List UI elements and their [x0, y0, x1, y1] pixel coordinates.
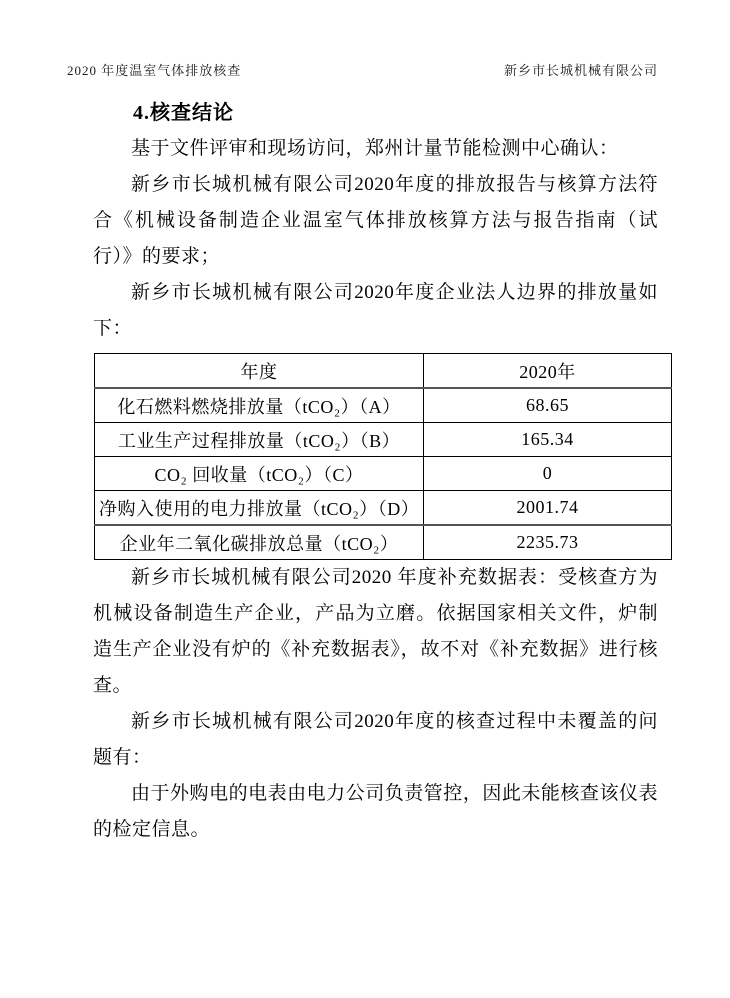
page-header — [67, 60, 658, 79]
row-label-cell: 企业年二氧化碳排放总量（tCO₂） — [95, 525, 424, 560]
paragraph-supplementary-data: 新乡市长城机械有限公司2020 年度补充数据表：受核查方为机械设备制造生产企业，产品为立磨。依据国家相关文件，炉制造生产企业没有炉的《补充数据表》，故不对《补充数据》进行核查。 — [93, 567, 658, 696]
section-heading: 4.核查结论 — [133, 102, 234, 124]
row-value-cell: 2235.73 — [424, 525, 672, 560]
header-left-title: 2020 年度温室气体排放核查 — [67, 63, 242, 78]
table-row-fossil-fuel — [95, 388, 672, 423]
row-label-cell: 净购入使用的电力排放量（tCO₂）（D） — [95, 491, 424, 526]
paragraph-meter-verification: 由于外购电的电表由电力公司负责管控，因此未能核查该仪表的检定信息。 — [93, 783, 658, 840]
paragraph-boundary-emissions-intro: 新乡市长城机械有限公司2020年度企业法人边界的排放量如下： — [93, 282, 658, 339]
emissions-table — [94, 353, 672, 560]
row-value-cell: 2001.74 — [424, 491, 672, 526]
row-label-cell: CO₂ 回收量（tCO₂）（C） — [95, 457, 424, 491]
row-label-cell: 工业生产过程排放量（tCO₂）（B） — [95, 423, 424, 457]
row-value-cell: 0 — [424, 457, 672, 491]
paragraph-uncovered-issues-intro: 新乡市长城机械有限公司2020年度的核查过程中未覆盖的问题有： — [93, 711, 658, 768]
table-header-row — [95, 354, 672, 389]
paragraph-confirmation: 基于文件评审和现场访问，郑州计量节能检测中心确认： — [131, 138, 619, 159]
paragraph-report-compliance: 新乡市长城机械有限公司2020年度的排放报告与核算方法符合《机械设备制造企业温室气体排放核算方法与报告指南（试行）》的要求； — [93, 174, 658, 267]
header-right-company: 新乡市长城机械有限公司 — [503, 63, 658, 78]
table-row-co2-recovery — [95, 457, 672, 491]
emissions-table-body — [95, 354, 672, 560]
table-row-industrial-process — [95, 423, 672, 457]
row-value-cell: 165.34 — [424, 423, 672, 457]
table-row-annual-total — [95, 525, 672, 560]
year-header-cell: 年度 — [95, 354, 424, 389]
document-body — [93, 101, 658, 848]
table-row-purchased-electricity — [95, 491, 672, 526]
row-value-cell: 68.65 — [424, 388, 672, 423]
year-value-cell: 2020年 — [424, 354, 672, 389]
row-label-cell: 化石燃料燃烧排放量（tCO₂）（A） — [95, 388, 424, 423]
